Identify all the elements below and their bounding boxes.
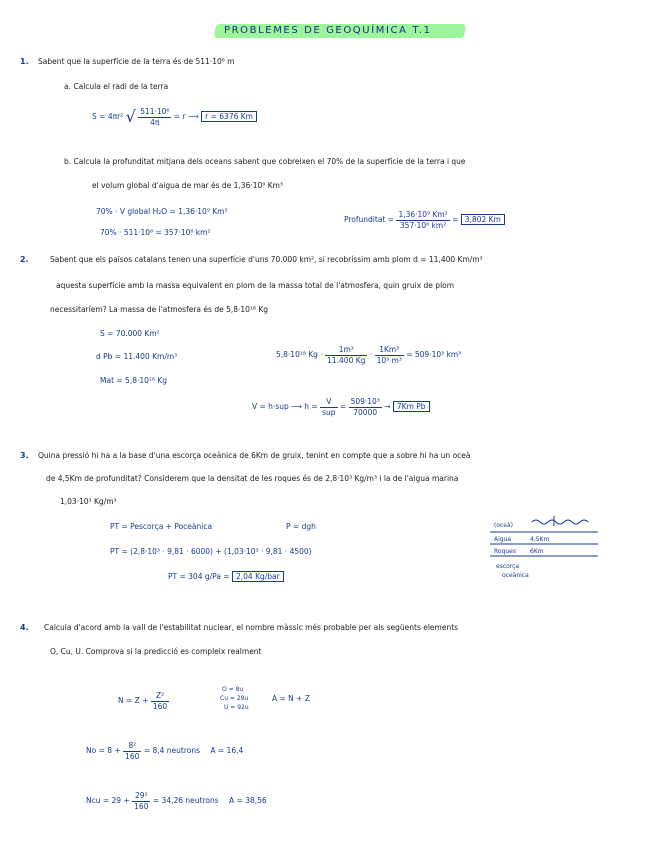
- formula-lhs: No = 8 +: [86, 746, 121, 755]
- numerator: 29²: [132, 791, 150, 802]
- fraction: [151, 691, 169, 712]
- diagram-label-rock: Roques: [494, 548, 516, 555]
- problem-3-line2: de 4,5Km de profunditat? Considerem que la densitat de les roques és de 2,8·10³ Kg/m³ i la de l'aigua marina: [46, 474, 459, 483]
- numerator: 511·10⁶: [140, 106, 170, 116]
- problem-3-line3: 1,03·10³ Kg/m³: [60, 497, 117, 506]
- problem-2-given-mass: Mat = 5,8·10¹⁸ Kg: [100, 376, 167, 385]
- formula-lhs: N = Z +: [118, 696, 149, 705]
- fraction: [349, 397, 382, 418]
- problem-2-line1: Sabent que els països catalans tenen una superfície d'uns 70.000 km², si recobríssim amb plom d = 11,400 Km/m³: [50, 255, 483, 264]
- diagram-label-crust1: escorça: [496, 563, 520, 570]
- calc-result: = 509·10³ km³: [406, 350, 462, 359]
- problem-3-result: 2,04 Kg/bar: [232, 571, 284, 582]
- problem-4-line1: Calcula d'acord amb la vall de l'estabilitat nuclear, el nombre màssic més probable per als següents elements: [44, 623, 459, 632]
- fraction: [396, 210, 449, 231]
- diagram-value-water: 4,5Km: [530, 536, 550, 543]
- problem-3-formula3: [168, 572, 284, 581]
- denominator: 357·10⁶ km²: [399, 220, 447, 230]
- formula-eq: =: [452, 215, 459, 224]
- problem-4-number: 4.: [20, 623, 29, 632]
- denominator: 160: [152, 701, 168, 711]
- problem-1a-formula: [92, 102, 257, 132]
- problem-3-number: 3.: [20, 451, 29, 460]
- denominator: sup: [322, 407, 336, 417]
- numerator: Z²: [151, 691, 169, 702]
- neutron-result: = 34,26 neutrons: [152, 796, 219, 805]
- problem-1b-line1: b. Calcula la profunditat mitjana dels oceans sabent que cobreixen el 70% de la superfície de la terra i que: [64, 157, 466, 166]
- problem-4-z-uranium: U = 92u: [224, 704, 249, 711]
- denominator: 160: [134, 801, 149, 811]
- calc-lhs: V = h·sup ⟶ h =: [252, 402, 318, 411]
- problem-2-volume-calc: [276, 342, 461, 368]
- problem-1-statement: Sabent que la superfície de la terra és de 511·10⁶ m: [38, 57, 235, 66]
- fraction: [375, 345, 404, 366]
- fraction: [138, 107, 171, 128]
- fraction: [320, 397, 337, 418]
- page-title: PROBLEMES DE GEOQUÍMICA T.1: [224, 25, 432, 36]
- problem-1b-result: 3,802 Km: [461, 214, 505, 225]
- problem-1-number: 1.: [20, 57, 29, 66]
- problem-2-number: 2.: [20, 255, 29, 264]
- formula-lhs: Ncu = 29 +: [86, 796, 130, 805]
- problem-4-mass-formula: A = N + Z: [272, 694, 310, 703]
- denominator: 160: [125, 751, 140, 761]
- problem-2-result: 7Km Pb: [393, 401, 430, 412]
- formula-lhs: S = 4πr²: [92, 112, 124, 121]
- problem-2-line3: necessitaríem? La massa de l'atmosfera és de 5,8·10¹⁸ Kg: [50, 305, 269, 314]
- problem-2-line2: aquesta superfície amb la massa equivalent en plom de la massa total de l'atmosfera, quin gruix de plom: [56, 281, 455, 290]
- problem-1a-result: r = 6376 Km: [201, 111, 257, 122]
- problem-3-line1: Quina pressió hi ha a la base d'una escorça oceànica de 6Km de gruix, tenint en compte que a sobre hi ha un oceà: [38, 451, 471, 460]
- numerator: V: [320, 397, 337, 408]
- denominator: 4π: [150, 117, 160, 127]
- denominator: 70000: [353, 407, 378, 417]
- problem-1b-work1: 70% · V global H₂O = 1,36·10⁹ Km³: [96, 207, 228, 216]
- problem-4-oxygen-calc: [86, 738, 243, 764]
- fraction: [123, 741, 141, 762]
- problem-4-line2: O, Cu, U. Comprova si la predicció es compleix realment: [50, 647, 262, 656]
- diagram-label-crust2: oceànica: [502, 572, 529, 579]
- problem-4-z-oxygen: O = 8u: [222, 686, 244, 693]
- problem-2-thickness-calc: [252, 394, 430, 420]
- sqrt-icon: √: [125, 107, 136, 126]
- numerator: 8²: [123, 741, 141, 752]
- problem-4-z-copper: Cu = 29u: [220, 695, 249, 702]
- problem-4-general-formula: [118, 688, 169, 714]
- problem-3-formula1: PT = Pescorça + Poceànica: [110, 522, 213, 531]
- problem-3-formula2: PT = (2,8·10³ · 9,81 · 6000) + (1,03·10³ · 9,81 · 4500): [110, 547, 312, 556]
- problem-1b-work2: 70% · 511·10⁶ = 357·10⁶ km²: [100, 228, 211, 237]
- problem-3-formula1b: P = dgh: [286, 522, 316, 531]
- arrow-icon: →: [384, 402, 391, 411]
- numerator: 1m³: [325, 345, 367, 356]
- diagram-value-rock: 6Km: [530, 548, 544, 555]
- arrow-icon: ⟶: [187, 112, 199, 121]
- problem-1b-line2: el volum global d'aigua de mar és de 1,36·10⁹ Km³: [92, 181, 283, 190]
- denominator: 10⁹ m³: [376, 355, 402, 365]
- depth-label: Profunditat =: [344, 215, 395, 224]
- formula-eq: =: [339, 402, 347, 411]
- numerator: 1,36·10⁹ Km³: [398, 209, 448, 219]
- problem-4-copper-calc: [86, 788, 267, 814]
- formula-eq: = r: [173, 112, 186, 121]
- calc-lhs: 5,8·10¹⁸ Kg ·: [276, 350, 323, 359]
- problem-2-given-density: d Pb = 11.400 Km/m³: [96, 352, 178, 361]
- numerator: 509·10³: [350, 396, 380, 406]
- neutron-result: = 8,4 neutrons: [143, 746, 201, 755]
- mass-result: A = 16,4: [210, 746, 244, 755]
- diagram-label-water: Aigua: [494, 536, 512, 543]
- dot: ·: [369, 350, 373, 359]
- mass-result: A = 38,56: [229, 796, 267, 805]
- fraction: [132, 791, 150, 812]
- problem-1b-formula: [344, 208, 505, 232]
- formula-lhs: PT = 304 g/Pa =: [168, 572, 230, 581]
- fraction: [325, 345, 367, 366]
- problem-1a-label: a. Calcula el radi de la terra: [64, 82, 169, 91]
- numerator: 1Km³: [375, 345, 404, 356]
- diagram-label-ocean: (oceà): [494, 522, 514, 529]
- denominator: 11.400 Kg: [327, 355, 366, 365]
- problem-2-given-surface: S = 70.000 Km²: [100, 329, 160, 338]
